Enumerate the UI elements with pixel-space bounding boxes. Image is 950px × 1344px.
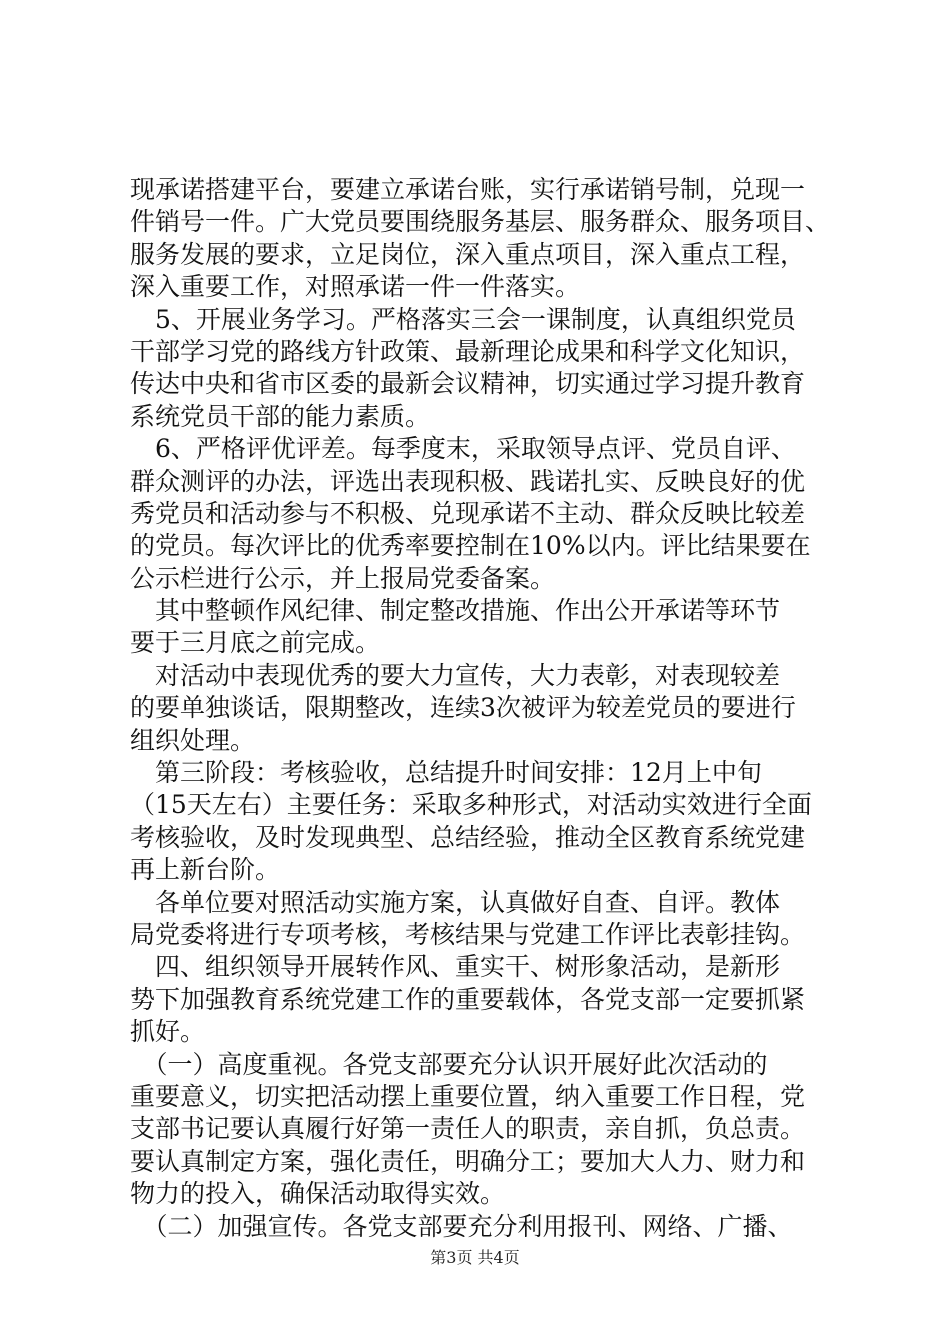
text-line: 系统党员干部的能力素质。 (130, 401, 431, 431)
text-line: 秀党员和活动参与不积极、兑现承诺不主动、群众反映比较差 (130, 498, 806, 528)
text-line: （二）加强宣传。各党支部要充分利用报刊、网络、广播、 (130, 1211, 793, 1241)
text-line: 服务发展的要求，立足岗位，深入重点项目，深入重点工程， (130, 239, 806, 269)
text-line: 群众测评的办法，评选出表现积极、践诺扎实、反映良好的优 (130, 466, 806, 496)
text-line: 各单位要对照活动实施方案，认真做好自查、自评。教体 (130, 887, 781, 917)
text-line: 传达中央和省市区委的最新会议精神，切实通过学习提升教育 (130, 369, 806, 399)
text-line: 局党委将进行专项考核，考核结果与党建工作评比表彰挂钩。 (130, 919, 806, 949)
text-line: 物力的投入，确保活动取得实效。 (130, 1179, 506, 1209)
text-line: 6、严格评优评差。每季度末，采取领导点评、党员自评、 (130, 434, 796, 464)
text-line: 干部学习党的路线方针政策、最新理论成果和科学文化知识， (130, 336, 806, 366)
text-line: 重要意义，切实把活动摆上重要位置，纳入重要工作日程，党 (130, 1081, 806, 1111)
text-line: 件销号一件。广大党员要围绕服务基层、服务群众、服务项目、 (130, 207, 831, 237)
text-line: 对活动中表现优秀的要大力宣传，大力表彰，对表现较差 (130, 660, 781, 690)
text-line: 其中整顿作风纪律、制定整改措施、作出公开承诺等环节 (130, 596, 781, 626)
text-line: 支部书记要认真履行好第一责任人的职责，亲自抓，负总责。 (130, 1114, 806, 1144)
text-line: （一）高度重视。各党支部要充分认识开展好此次活动的 (130, 1049, 768, 1079)
text-line: 的党员。每次评比的优秀率要控制在10%以内。评比结果要在 (130, 531, 811, 561)
text-line: 四、组织领导开展转作风、重实干、树形象活动，是新形 (130, 952, 781, 982)
document-body (130, 174, 830, 1243)
page-footer: 第3页 共4页 (430, 1248, 520, 1267)
text-line: （15天左右）主要任务：采取多种形式，对活动实效进行全面 (130, 790, 812, 820)
text-line: 第三阶段：考核验收，总结提升时间安排：12月上中旬 (130, 758, 762, 788)
text-line: 公示栏进行公示，并上报局党委备案。 (130, 563, 556, 593)
text-line: 要认真制定方案，强化责任，明确分工；要加大人力、财力和 (130, 1146, 806, 1176)
text-line: 抓好。 (130, 1017, 206, 1047)
text-line: 5、开展业务学习。严格落实三会一课制度，认真组织党员 (130, 304, 796, 334)
text-line: 再上新台阶。 (130, 855, 281, 885)
text-line: 势下加强教育系统党建工作的重要载体，各党支部一定要抓紧 (130, 984, 806, 1014)
text-line: 的要单独谈话，限期整改，连续3次被评为较差党员的要进行 (130, 693, 796, 723)
text-line: 现承诺搭建平台，要建立承诺台账，实行承诺销号制，兑现一 (130, 175, 806, 204)
text-line: 要于三月底之前完成。 (130, 628, 381, 658)
text-line: 深入重要工作，对照承诺一件一件落实。 (130, 272, 581, 302)
text-line: 组织处理。 (130, 725, 256, 755)
text-line: 考核验收，及时发现典型、总结经验，推动全区教育系统党建 (130, 822, 806, 852)
